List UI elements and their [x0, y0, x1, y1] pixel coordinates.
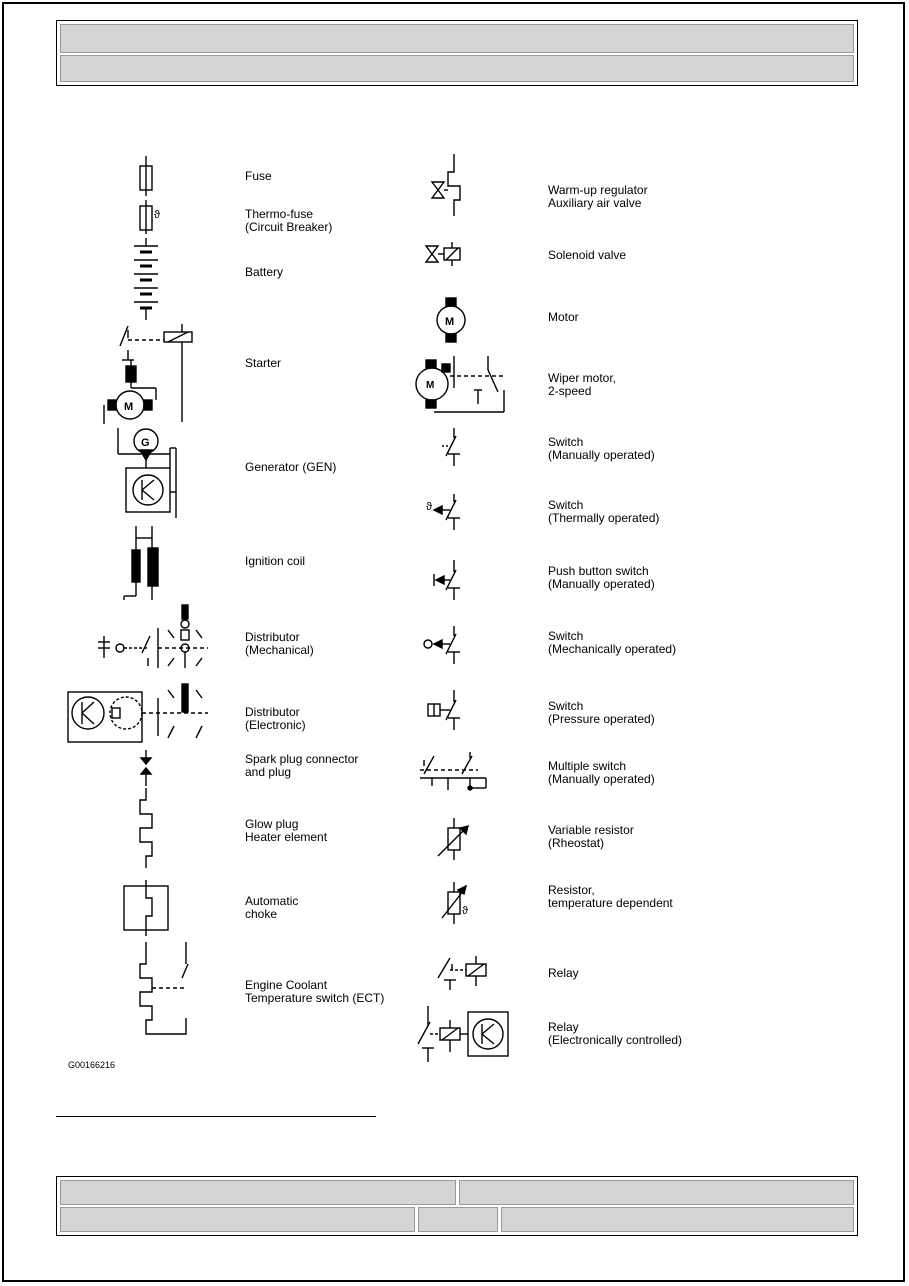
fuse-icon: [140, 156, 152, 196]
relay-icon: [438, 956, 486, 990]
footer-mid-bottom: [418, 1207, 498, 1232]
label-distributor-mechanical: Distributor (Mechanical): [245, 630, 314, 657]
motor-icon: [437, 298, 465, 342]
label-relay: Relay: [548, 966, 579, 980]
label-fuse: Fuse: [245, 169, 272, 183]
thermo-fuse-icon: [140, 200, 160, 234]
solenoid-valve-icon: [426, 242, 460, 266]
label-warmup-regulator: Warm-up regulator Auxiliary air valve: [548, 183, 648, 210]
symbol-figure: [58, 138, 704, 1076]
switch-pressure-icon: [428, 690, 460, 730]
switch-manual-icon: [442, 428, 460, 466]
label-distributor-electronic: Distributor (Electronic): [245, 705, 306, 732]
label-starter: Starter: [245, 356, 282, 370]
starter-icon: [104, 324, 192, 424]
label-ect: Engine Coolant Temperature switch (ECT): [245, 978, 385, 1005]
label-multiple-switch: Multiple switch (Manually operated): [548, 759, 655, 786]
header: [56, 20, 858, 86]
label-variable-resistor: Variable resistor (Rheostat): [548, 823, 634, 850]
label-glow-plug: Glow plug Heater element: [245, 817, 328, 844]
header-subtitle: [60, 55, 854, 82]
label-spark-plug: Spark plug connector and plug: [245, 752, 359, 779]
svg-text:ϑ: ϑ: [462, 905, 469, 917]
label-switch-mechanical: Switch (Mechanically operated): [548, 629, 677, 656]
svg-text:G: G: [141, 437, 150, 449]
variable-resistor-icon: [438, 818, 468, 860]
svg-text:M: M: [426, 380, 435, 391]
label-push-button-switch: Push button switch (Manually operated): [548, 564, 655, 591]
warmup-regulator-icon: [432, 154, 460, 216]
header-title: [60, 24, 854, 53]
distributor-electronic-icon: [68, 684, 208, 742]
label-motor: Motor: [548, 310, 579, 324]
svg-text:ϑ: ϑ: [426, 501, 433, 513]
label-automatic-choke: Automatic choke: [245, 894, 299, 921]
automatic-choke-icon: [124, 880, 168, 936]
figure-id: G00166216: [68, 1060, 116, 1070]
battery-icon: [134, 238, 158, 320]
label-ignition-coil: Ignition coil: [245, 554, 306, 568]
svg-text:M: M: [124, 401, 134, 413]
label-thermo-fuse: Thermo-fuse (Circuit Breaker): [245, 207, 333, 234]
switch-thermal-icon: [426, 494, 460, 530]
generator-icon: [118, 428, 176, 518]
footer-right-bottom: [501, 1207, 854, 1232]
label-switch-manual: Switch (Manually operated): [548, 435, 655, 462]
resistor-temperature-icon: [442, 882, 468, 924]
svg-text:ϑ: ϑ: [154, 209, 161, 221]
wiper-motor-icon: [416, 356, 504, 412]
svg-text:M: M: [445, 316, 455, 328]
push-button-switch-icon: [434, 560, 460, 600]
label-wiper-motor: Wiper motor, 2-speed: [548, 371, 617, 398]
label-solenoid-valve: Solenoid valve: [548, 248, 627, 262]
ignition-coil-icon: [124, 526, 158, 600]
switch-mechanical-icon: [424, 626, 460, 664]
relay-electronic-icon: [418, 1006, 508, 1062]
footer-left-bottom: [60, 1207, 415, 1232]
label-battery: Battery: [245, 265, 284, 279]
label-generator: Generator (GEN): [245, 460, 337, 474]
footer: [56, 1176, 858, 1236]
distributor-mechanical-icon: [98, 605, 208, 668]
separator-line: [56, 1116, 376, 1117]
ect-icon: [140, 942, 188, 1034]
spark-plug-icon: [141, 750, 151, 786]
glow-plug-icon: [140, 788, 152, 868]
label-relay-electronic: Relay (Electronically controlled): [548, 1020, 683, 1047]
label-switch-pressure: Switch (Pressure operated): [548, 699, 655, 726]
label-resistor-temperature: Resistor, temperature dependent: [548, 883, 673, 910]
symbol-drawings: [58, 138, 704, 1076]
footer-left-top: [60, 1180, 456, 1205]
label-switch-thermal: Switch (Thermally operated): [548, 498, 660, 525]
multiple-switch-icon: [420, 752, 486, 790]
footer-right-top: [459, 1180, 854, 1205]
